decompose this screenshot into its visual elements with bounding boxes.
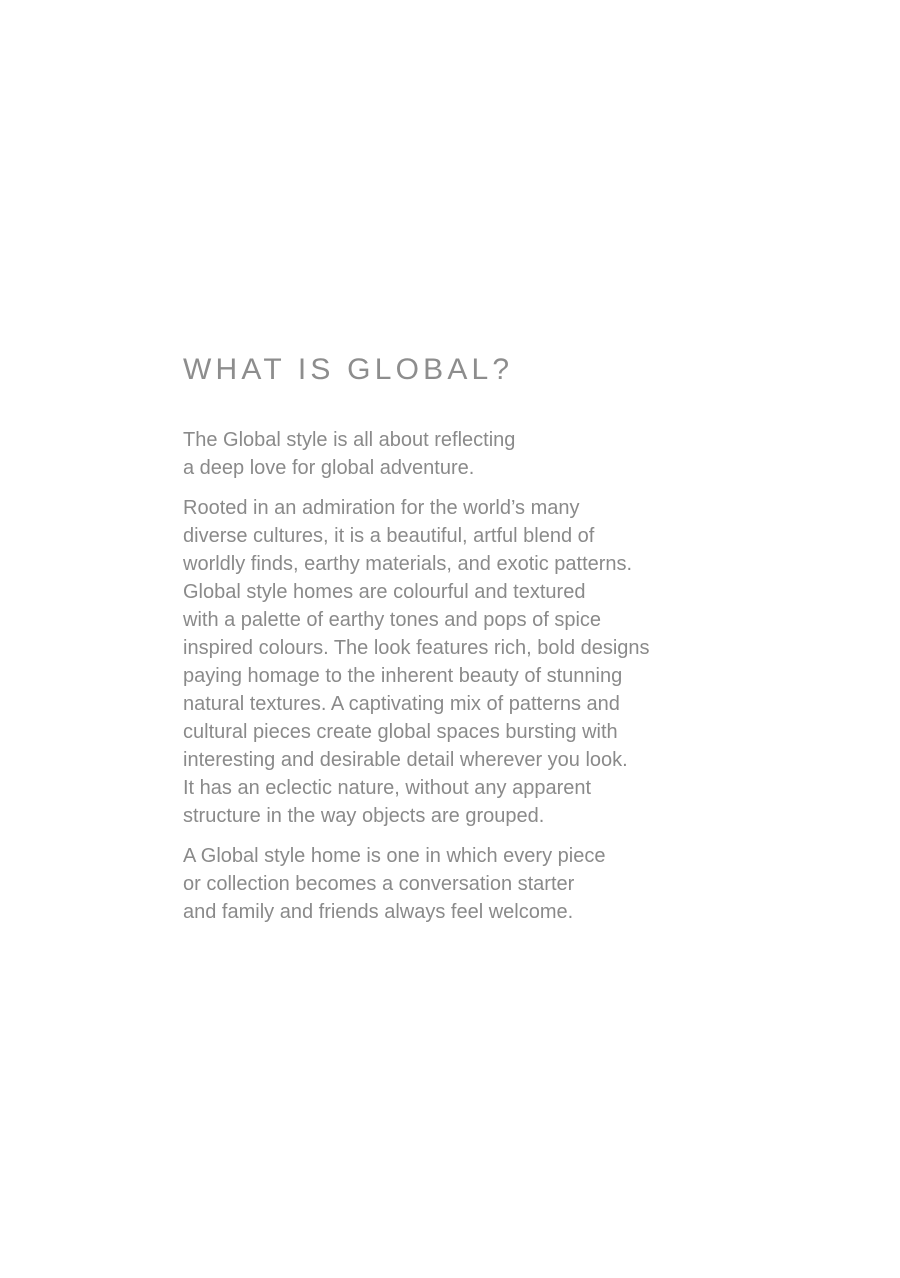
text-line: The Global style is all about reflecting: [183, 429, 516, 451]
text-line: and family and friends always feel welcome.: [183, 901, 574, 923]
body-paragraph: [183, 494, 743, 830]
text-line: with a palette of earthy tones and pops of spice: [183, 609, 602, 631]
text-line: structure in the way objects are grouped.: [183, 805, 545, 827]
text-line: cultural pieces create global spaces bursting with: [183, 721, 618, 743]
text-line: natural textures. A captivating mix of patterns and: [183, 693, 620, 715]
text-line: diverse cultures, it is a beautiful, artful blend of: [183, 525, 595, 547]
text-line: interesting and desirable detail wherever you look.: [183, 749, 628, 771]
text-line: a deep love for global adventure.: [183, 457, 475, 479]
text-line: or collection becomes a conversation starter: [183, 873, 575, 895]
page-title: WHAT IS GLOBAL?: [183, 353, 514, 386]
text-line: paying homage to the inherent beauty of stunning: [183, 665, 623, 687]
text-line: Rooted in an admiration for the world’s many: [183, 497, 580, 519]
intro-paragraph: [183, 426, 743, 482]
text-line: worldly finds, earthy materials, and exotic patterns.: [183, 553, 633, 575]
text-line: It has an eclectic nature, without any apparent: [183, 777, 592, 799]
closing-paragraph: [183, 842, 743, 926]
text-line: Global style homes are colourful and textured: [183, 581, 586, 603]
text-line: A Global style home is one in which every piece: [183, 845, 606, 867]
text-line: inspired colours. The look features rich, bold designs: [183, 637, 650, 659]
document-body: [183, 350, 743, 926]
